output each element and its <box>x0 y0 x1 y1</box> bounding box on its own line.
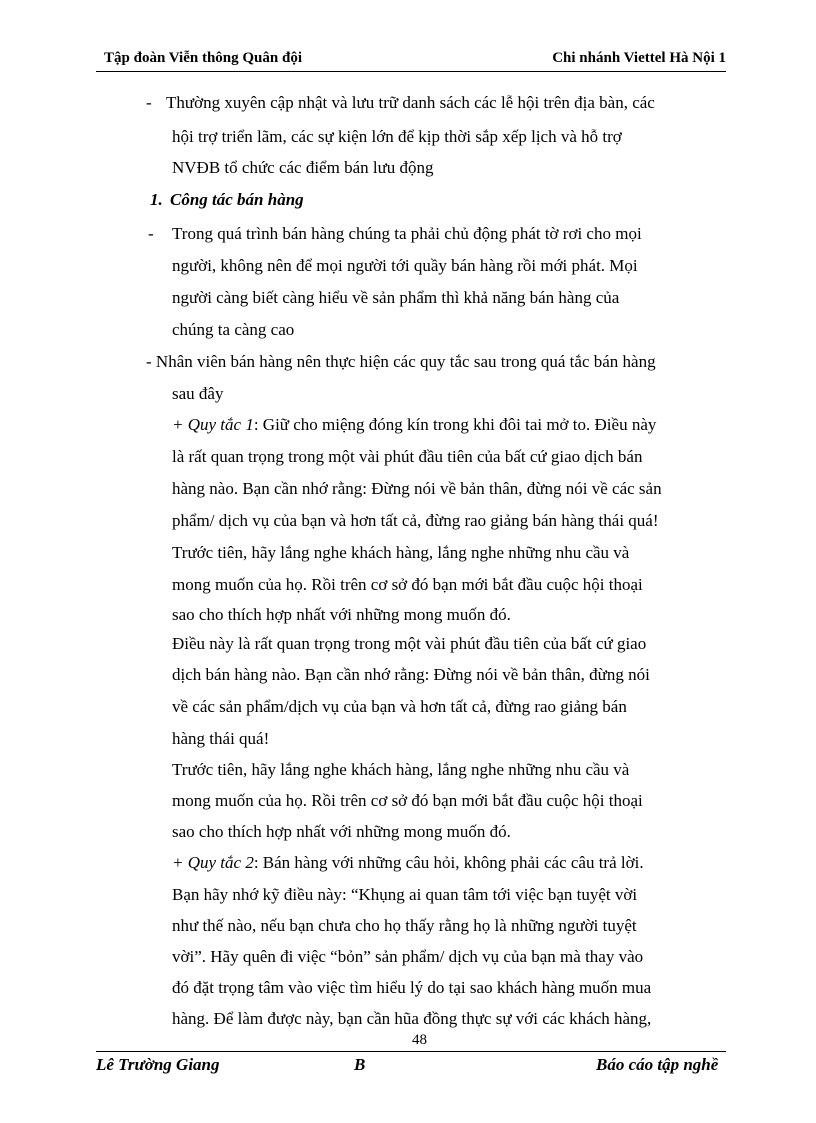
page-number: 48 <box>412 1032 427 1048</box>
section-number: 1. <box>150 190 163 209</box>
paragraph-line: - Nhân viên bán hàng nên thực hiện các quy tắc sau trong quá tắc bán hàng <box>146 352 656 371</box>
header-divider <box>96 71 726 72</box>
rule-2-label: + Quy tắc 2 <box>172 853 254 872</box>
header-branch: Chi nhánh Viettel Hà Nội 1 <box>552 50 726 66</box>
paragraph-line: vời”. Hãy quên đi việc “bỏn” sản phẩm/ dịch vụ của bạn mà thay vào <box>172 947 644 966</box>
paragraph-line: như thế nào, nếu bạn chưa cho họ thấy rằng họ là những người tuyệt <box>172 916 637 935</box>
bullet-dash: - <box>146 93 152 112</box>
paragraph-line: Trước tiên, hãy lắng nghe khách hàng, lắng nghe những nhu cầu và <box>172 760 630 779</box>
paragraph-line: Bạn hãy nhớ kỹ điều này: “Khụng ai quan tâm tới việc bạn tuyệt vời <box>172 885 638 904</box>
section-heading: Công tác bán hàng <box>170 190 304 209</box>
paragraph-line: mong muốn của họ. Rồi trên cơ sở đó bạn mới bắt đầu cuộc hội thoại <box>172 791 643 810</box>
paragraph-line: về các sản phẩm/dịch vụ của bạn và hơn tất cả, đừng rao giảng bán <box>172 697 627 716</box>
paragraph-line: sao cho thích hợp nhất với những mong muốn đó. <box>172 822 511 841</box>
footer-divider <box>96 1051 726 1052</box>
paragraph-line: chúng ta càng cao <box>172 320 295 339</box>
paragraph-line: sao cho thích hợp nhất với những mong muốn đó. <box>172 605 511 624</box>
paragraph-line: phẩm/ dịch vụ của bạn và hơn tất cả, đừng rao giảng bán hàng thái quá! <box>172 511 659 530</box>
rule-1-label: + Quy tắc 1 <box>172 415 254 434</box>
paragraph-line: mong muốn của họ. Rồi trên cơ sở đó bạn mới bắt đầu cuộc hội thoại <box>172 575 643 594</box>
paragraph-line: Thường xuyên cập nhật và lưu trữ danh sách các lễ hội trên địa bàn, các <box>166 93 655 112</box>
paragraph-line: hàng. Để làm được này, bạn cần hũa đồng thực sự với các khách hàng, <box>172 1009 652 1028</box>
header-organization: Tập đoàn Viễn thông Quân đội <box>104 50 302 66</box>
paragraph-line: hội trợ triển lãm, các sự kiện lớn để kịp thời sắp xếp lịch và hỗ trợ <box>172 127 622 146</box>
rule-line <box>172 853 644 873</box>
paragraph-line: hàng nào. Bạn cần nhớ rằng: Đừng nói về bản thân, đừng nói về các sản <box>172 479 662 498</box>
rule-line <box>172 415 656 435</box>
rule-2-text: : Bán hàng với những câu hỏi, không phải các câu trả lời. <box>253 853 644 872</box>
footer-class: B <box>354 1055 366 1074</box>
paragraph-line: Trước tiên, hãy lắng nghe khách hàng, lắng nghe những nhu cầu và <box>172 543 630 562</box>
footer-title: Báo cáo tập nghề <box>596 1055 719 1074</box>
paragraph-line: NVĐB tổ chức các điểm bán lưu động <box>172 158 434 177</box>
bullet-dash: - <box>148 224 154 243</box>
paragraph-line: là rất quan trọng trong một vài phút đầu tiên của bất cứ giao dịch bán <box>172 447 643 466</box>
paragraph-line: Điều này là rất quan trọng trong một vài phút đầu tiên của bất cứ giao <box>172 634 647 653</box>
paragraph-line: dịch bán hàng nào. Bạn cần nhớ rằng: Đừng nói về bản thân, đừng nói <box>172 665 650 684</box>
footer-author: Lê Trường Giang <box>96 1055 220 1074</box>
paragraph-line: người càng biết càng hiểu về sản phẩm thì khả năng bán hàng của <box>172 288 620 307</box>
paragraph-line: sau đây <box>172 384 224 403</box>
rule-1-text: : Giữ cho miệng đóng kín trong khi đôi tai mở to. Điều này <box>253 415 657 434</box>
page-header <box>96 48 726 72</box>
paragraph-line: người, không nên để mọi người tới quầy bán hàng rồi mới phát. Mọi <box>172 256 638 275</box>
paragraph-line: hàng thái quá! <box>172 729 270 748</box>
paragraph-line: Trong quá trình bán hàng chúng ta phải chủ động phát tờ rơi cho mọi <box>172 224 642 243</box>
paragraph-line: đó đặt trọng tâm vào việc tìm hiểu lý do tại sao khách hàng muốn mua <box>172 978 652 997</box>
